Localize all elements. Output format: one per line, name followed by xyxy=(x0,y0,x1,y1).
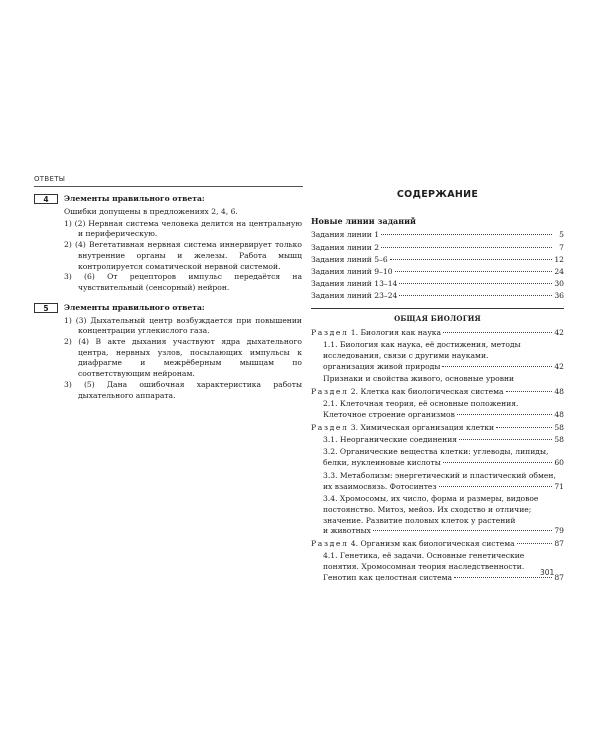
dot-leader xyxy=(381,234,552,235)
answer-item: 3) (6) От рецепторов импульс передаётся на чувствительный (сенсорный) нейрон. xyxy=(64,272,302,292)
toc-row xyxy=(311,255,564,266)
toc-page-number: 24 xyxy=(554,266,564,276)
dot-leader xyxy=(399,295,552,296)
toc-subsection xyxy=(311,494,564,537)
subsection-line: 4.1. Генетика, её задачи. Основные генетические xyxy=(323,551,525,561)
toc-column xyxy=(311,190,564,585)
toc-row xyxy=(323,410,564,421)
toc-entry-title: Задания линий 13–14 xyxy=(311,278,398,288)
section-name: 3. Химическая организация клетки xyxy=(348,422,495,432)
toc-row xyxy=(323,362,564,373)
toc-page-number: 71 xyxy=(554,481,564,491)
toc-row xyxy=(323,526,564,537)
answer-intro: Ошибки допущены в предложениях 2, 4, 6. xyxy=(64,207,238,216)
toc-page-number: 48 xyxy=(554,409,564,419)
answer-item: 1) (3) Дыхательный центр возбуждается при повышении концентрации углекислого газа. xyxy=(64,315,302,336)
answer-item: 2) (4) Вегетативная нервная система иннервирует только внутренние органы и железы. Работа мышц контролируется соматической нервной системой. xyxy=(64,240,302,271)
section-name: 2. Клетка как биологическая система xyxy=(348,387,504,397)
section-title xyxy=(311,423,494,434)
dot-leader xyxy=(506,391,552,392)
toc-section xyxy=(311,328,564,385)
subsection-last-line: и животных xyxy=(323,526,371,536)
toc-section xyxy=(311,387,564,421)
toc-page-number: 79 xyxy=(554,526,564,536)
dot-leader xyxy=(442,366,552,367)
page-number: 301 xyxy=(540,568,555,577)
sections-list xyxy=(311,328,564,583)
section-label: Раздел xyxy=(311,328,349,338)
section-title xyxy=(311,328,441,339)
toc-entry-title: Задания линий 9–10 xyxy=(311,266,393,276)
part-title: ОБЩАЯ БИОЛОГИЯ xyxy=(394,313,481,323)
section-title xyxy=(311,387,504,398)
toc-section xyxy=(311,539,564,583)
subsection-last-line: их взаимосвязь. Фотосинтез xyxy=(323,481,437,491)
subsection-last-line: Генотип как целостная система xyxy=(323,572,453,582)
subsection-line: значение. Развитие половых клеток у растений xyxy=(323,515,516,525)
dot-leader xyxy=(443,462,552,463)
toc-subsection xyxy=(311,374,564,385)
dot-leader xyxy=(399,283,552,284)
subsection-line: Признаки и свойства живого, основные уровни xyxy=(323,374,515,384)
section-row xyxy=(311,328,564,339)
dot-leader xyxy=(496,427,552,428)
toc-subsection xyxy=(311,435,564,446)
toc-row xyxy=(323,458,564,469)
subsection-line: понятия. Хромосомная теория наследственности. xyxy=(323,561,525,571)
answer-title: Элементы правильного ответа: xyxy=(64,302,205,312)
answer-body xyxy=(64,316,302,402)
toc-entry-title: Задания линии 2 xyxy=(311,242,380,252)
toc-row xyxy=(323,482,564,493)
subsection-last-line: Клеточное строение организмов xyxy=(323,409,455,419)
toc-page-number: 42 xyxy=(554,328,564,338)
toc-row xyxy=(311,243,564,254)
toc-page-number: 36 xyxy=(554,290,564,300)
section-label: Раздел xyxy=(311,539,349,549)
toc-entry-title: Задания линии 1 xyxy=(311,230,380,240)
toc-subsection xyxy=(311,340,564,372)
task-number-box: 5 xyxy=(34,303,58,313)
toc-entry-title: Задания линий 23–24 xyxy=(311,290,398,300)
toc-entry-title: Задания линий 5–6 xyxy=(311,254,388,264)
subsection-last-line: 3.1. Неорганические соединения xyxy=(323,434,458,444)
toc-page-number: 58 xyxy=(554,422,564,432)
dot-leader xyxy=(390,259,552,260)
subsection-line: постоянство. Митоз, мейоз. Их сходство и отличие; xyxy=(323,505,532,514)
section-label: Раздел xyxy=(311,387,349,397)
dot-leader xyxy=(381,247,552,248)
dot-leader xyxy=(457,414,552,415)
running-header: ОТВЕТЫ xyxy=(34,175,66,183)
toc-subsection xyxy=(311,471,564,492)
toc-page-number: 5 xyxy=(559,230,564,240)
subsection-line: исследования, связи с другими науками. xyxy=(323,351,489,361)
toc-page-number: 48 xyxy=(554,387,564,397)
section-title xyxy=(311,539,515,550)
toc-title: СОДЕРЖАНИЕ xyxy=(396,189,479,200)
dot-leader xyxy=(517,543,552,544)
dot-leader xyxy=(454,577,552,578)
section-name: 4. Организм как биологическая система xyxy=(348,539,515,549)
toc-section xyxy=(311,423,564,537)
toc-page-number: 60 xyxy=(554,458,564,468)
toc-divider xyxy=(311,308,564,309)
dot-leader xyxy=(439,486,552,487)
answer-item: 2) (4) В акте дыхания участвуют ядра дыхательного центра, нервных узлов, посылающих импульсы к диафрагме и межрёберным мышцам по соответствующим нейронам. xyxy=(64,337,302,379)
answer-item: 3) (5) Дана ошибочная характеристика работы дыхательного аппарата. xyxy=(64,379,302,400)
task-number-box: 4 xyxy=(34,194,58,204)
subsection-line: 3.4. Хромосомы, их число, форма и размеры, видовое xyxy=(323,494,539,504)
answers-column xyxy=(34,194,302,410)
subsection-line: 3.3. Метаболизм: энергетический и пластический обмен, xyxy=(323,470,556,480)
dot-leader xyxy=(373,530,552,531)
toc-page-number: 58 xyxy=(554,434,564,444)
toc-page-number: 30 xyxy=(554,278,564,288)
section-label: Раздел xyxy=(311,422,349,432)
answer-item: 1) (2) Нервная система человека делится на центральную и периферическую. xyxy=(64,218,302,239)
dot-leader xyxy=(459,439,552,440)
toc-subsection xyxy=(311,551,564,583)
section-row xyxy=(311,387,564,398)
answer-body xyxy=(64,207,302,294)
toc-page-number: 7 xyxy=(559,242,564,252)
subsection-last-line: организация живой природы xyxy=(323,361,441,371)
toc-page-number: 42 xyxy=(554,361,564,371)
subsection-line: 2.1. Клеточная теория, её основные положения. xyxy=(323,399,519,409)
section-row xyxy=(311,423,564,434)
toc-subsection xyxy=(311,399,564,420)
toc-row xyxy=(323,435,564,446)
toc-row xyxy=(311,279,564,290)
toc-row xyxy=(311,267,564,278)
new-lines-list xyxy=(311,230,564,301)
toc-row xyxy=(311,230,564,241)
section-row xyxy=(311,539,564,550)
header-rule xyxy=(34,186,303,187)
answer-block-4 xyxy=(34,194,302,294)
subsection-line: 1.1. Биология как наука, её достижения, методы xyxy=(323,340,521,350)
answer-title: Элементы правильного ответа: xyxy=(64,194,205,203)
subsection-line: 3.2. Органические вещества клетки: углеводы, липиды, xyxy=(323,447,549,457)
toc-subsection xyxy=(311,447,564,468)
toc-page-number: 87 xyxy=(554,539,564,549)
toc-page-number: 87 xyxy=(554,572,564,582)
new-lines-heading: Новые линии заданий xyxy=(311,215,416,226)
section-name: 1. Биология как наука xyxy=(348,328,442,338)
toc-page-number: 12 xyxy=(554,254,564,264)
toc-row xyxy=(311,291,564,302)
answer-block-5 xyxy=(34,303,302,402)
toc-row xyxy=(323,573,564,584)
dot-leader xyxy=(443,332,552,333)
subsection-last-line: белки, нуклеиновые кислоты xyxy=(323,458,441,468)
dot-leader xyxy=(395,271,552,272)
